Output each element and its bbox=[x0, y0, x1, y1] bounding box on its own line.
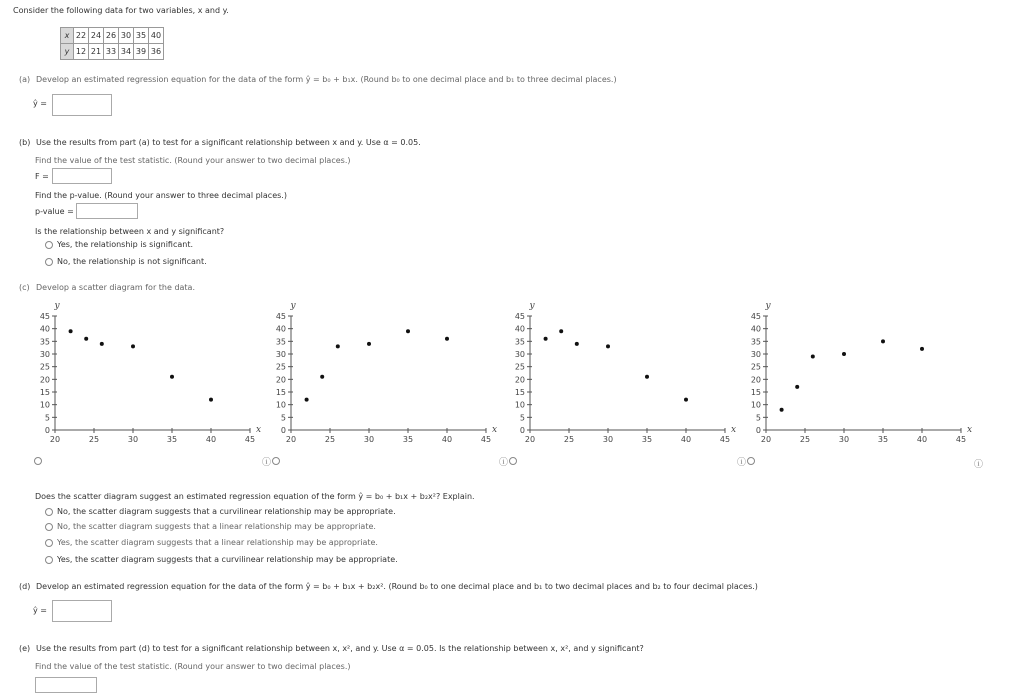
table-cell: 35 bbox=[134, 28, 149, 44]
data-table bbox=[60, 27, 164, 60]
scatter-point bbox=[100, 342, 104, 346]
x-tick-label: 20 bbox=[285, 435, 297, 444]
part-d-prefix: ŷ = bbox=[33, 606, 47, 615]
y-tick-label: 40 bbox=[275, 324, 286, 334]
radio-chart-1[interactable] bbox=[34, 457, 42, 465]
y-tick-label: 15 bbox=[750, 388, 761, 397]
y-tick-label: 25 bbox=[39, 362, 50, 372]
part-b-p-input[interactable] bbox=[76, 203, 138, 219]
scatter-point bbox=[780, 408, 784, 412]
y-tick-label: 45 bbox=[39, 312, 50, 321]
table-cell: 34 bbox=[119, 44, 134, 60]
part-d-label: (d) bbox=[19, 582, 31, 591]
radio-chart-4[interactable] bbox=[747, 457, 755, 465]
table-cell: 30 bbox=[119, 28, 134, 44]
scatter-point bbox=[684, 398, 688, 402]
x-tick-label: 30 bbox=[363, 435, 375, 444]
info-icon[interactable]: ⓘ bbox=[974, 460, 984, 470]
scatter-point bbox=[367, 342, 371, 346]
x-axis-label: x bbox=[492, 425, 498, 435]
y-tick-label: 20 bbox=[514, 375, 525, 385]
y-tick-label: 5 bbox=[44, 413, 50, 423]
y-tick-label: 15 bbox=[39, 388, 50, 397]
x-tick-label: 45 bbox=[955, 435, 967, 444]
scatter-point bbox=[795, 385, 799, 389]
scatter-chart-2 bbox=[266, 298, 496, 458]
part-d-answer-input[interactable] bbox=[52, 600, 112, 622]
scatter-point bbox=[920, 347, 924, 351]
y-tick-label: 15 bbox=[275, 388, 286, 397]
info-icon[interactable]: ⓘ bbox=[499, 458, 509, 468]
part-c-question: Does the scatter diagram suggest an estimated regression equation of the form ŷ = b₀ + b₁x + b₂x²? Explain. bbox=[35, 492, 475, 501]
y-tick-label: 30 bbox=[275, 350, 286, 359]
part-e-text: Use the results from part (d) to test for a significant relationship between x, x², and y. Use α = 0.05. Is the relationship between x, x², and y significant? bbox=[36, 644, 644, 653]
y-tick-label: 35 bbox=[275, 337, 286, 347]
part-b-sig-question: Is the relationship between x and y significant? bbox=[35, 227, 225, 236]
y-tick-label: 45 bbox=[750, 312, 761, 321]
y-axis-label: y bbox=[54, 301, 60, 311]
y-tick-label: 30 bbox=[39, 350, 50, 359]
x-tick-label: 35 bbox=[641, 435, 653, 444]
scatter-point bbox=[881, 339, 885, 343]
y-tick-label: 0 bbox=[280, 426, 286, 435]
x-tick-label: 30 bbox=[838, 435, 850, 444]
scatter-point bbox=[320, 375, 324, 379]
y-tick-label: 40 bbox=[514, 324, 525, 334]
y-tick-label: 35 bbox=[39, 337, 50, 347]
y-tick-label: 0 bbox=[519, 426, 525, 435]
radio-c-opt-1[interactable] bbox=[45, 508, 53, 516]
table-cell: 22 bbox=[74, 28, 89, 44]
y-axis-label: y bbox=[765, 301, 771, 311]
radio-b-no[interactable] bbox=[45, 258, 53, 266]
x-axis-label: x bbox=[967, 425, 973, 435]
y-tick-label: 20 bbox=[275, 375, 286, 385]
scatter-point bbox=[445, 337, 449, 341]
table-cell: 12 bbox=[74, 44, 89, 60]
y-tick-label: 40 bbox=[750, 324, 761, 334]
x-tick-label: 30 bbox=[127, 435, 139, 444]
y-tick-label: 45 bbox=[275, 312, 286, 321]
radio-b-yes-label: Yes, the relationship is significant. bbox=[57, 240, 194, 249]
part-c-text: Develop a scatter diagram for the data. bbox=[36, 283, 196, 292]
part-a-text: Develop an estimated regression equation for the data of the form ŷ = b₀ + b₁x. (Round b₀ to one decimal place and b₁ to three decimal places.) bbox=[36, 75, 617, 84]
y-tick-label: 30 bbox=[514, 350, 525, 359]
radio-chart-2[interactable] bbox=[272, 457, 280, 465]
x-tick-label: 35 bbox=[877, 435, 889, 444]
x-tick-label: 20 bbox=[524, 435, 536, 444]
x-tick-label: 25 bbox=[324, 435, 336, 444]
scatter-chart-4 bbox=[741, 298, 971, 458]
scatter-point bbox=[305, 398, 309, 402]
x-tick-label: 25 bbox=[799, 435, 811, 444]
y-tick-label: 25 bbox=[275, 362, 286, 372]
scatter-point bbox=[645, 375, 649, 379]
scatter-chart-1 bbox=[30, 298, 260, 458]
y-tick-label: 20 bbox=[750, 375, 761, 385]
scatter-point bbox=[69, 329, 73, 333]
info-icon[interactable]: ⓘ bbox=[737, 458, 747, 468]
info-icon[interactable]: ⓘ bbox=[262, 458, 272, 468]
y-tick-label: 10 bbox=[275, 400, 286, 410]
y-tick-label: 10 bbox=[750, 400, 761, 410]
part-e-stat-input[interactable] bbox=[35, 677, 97, 693]
scatter-point bbox=[559, 329, 563, 333]
y-axis-label: y bbox=[290, 301, 296, 311]
table-cell: 36 bbox=[149, 44, 164, 60]
radio-chart-3[interactable] bbox=[509, 457, 517, 465]
x-tick-label: 25 bbox=[88, 435, 100, 444]
part-a-prefix: ŷ = bbox=[33, 99, 47, 108]
scatter-point bbox=[170, 375, 174, 379]
scatter-point bbox=[842, 352, 846, 356]
y-header: y bbox=[61, 44, 74, 60]
scatter-point bbox=[544, 337, 548, 341]
radio-c-opt-1-label: No, the scatter diagram suggests that a curvilinear relationship may be appropriate. bbox=[57, 507, 396, 516]
x-tick-label: 20 bbox=[49, 435, 61, 444]
x-tick-label: 30 bbox=[602, 435, 614, 444]
x-tick-label: 40 bbox=[916, 435, 928, 444]
scatter-point bbox=[209, 398, 213, 402]
y-tick-label: 30 bbox=[750, 350, 761, 359]
radio-c-opt-4[interactable] bbox=[45, 556, 53, 564]
y-tick-label: 40 bbox=[39, 324, 50, 334]
x-axis-label: x bbox=[731, 425, 737, 435]
y-tick-label: 20 bbox=[39, 375, 50, 385]
y-tick-label: 15 bbox=[514, 388, 525, 397]
radio-c-opt-2-label: No, the scatter diagram suggests that a linear relationship may be appropriate. bbox=[57, 522, 376, 531]
radio-c-opt-4-label: Yes, the scatter diagram suggests that a curvilinear relationship may be appropriate. bbox=[57, 555, 398, 564]
table-cell: 33 bbox=[104, 44, 119, 60]
y-tick-label: 45 bbox=[514, 312, 525, 321]
y-tick-label: 35 bbox=[514, 337, 525, 347]
scatter-point bbox=[84, 337, 88, 341]
radio-c-opt-2[interactable] bbox=[45, 523, 53, 531]
x-tick-label: 40 bbox=[205, 435, 217, 444]
table-cell: 39 bbox=[134, 44, 149, 60]
scatter-point bbox=[406, 329, 410, 333]
part-b-stat-input[interactable] bbox=[52, 168, 112, 184]
part-b-p-prompt: Find the p-value. (Round your answer to three decimal places.) bbox=[35, 191, 287, 200]
x-header: x bbox=[61, 28, 74, 44]
x-tick-label: 25 bbox=[563, 435, 575, 444]
table-row-y bbox=[61, 44, 164, 60]
x-tick-label: 45 bbox=[480, 435, 492, 444]
y-tick-label: 10 bbox=[39, 400, 50, 410]
part-b-label: (b) bbox=[19, 138, 31, 147]
x-tick-label: 45 bbox=[719, 435, 731, 444]
table-cell: 40 bbox=[149, 28, 164, 44]
x-tick-label: 40 bbox=[441, 435, 453, 444]
scatter-chart-3 bbox=[505, 298, 735, 458]
radio-b-yes[interactable] bbox=[45, 241, 53, 249]
part-c-label: (c) bbox=[19, 283, 30, 292]
x-tick-label: 45 bbox=[244, 435, 256, 444]
part-a-answer-input[interactable] bbox=[52, 94, 112, 116]
part-a-label: (a) bbox=[19, 75, 31, 84]
x-tick-label: 35 bbox=[166, 435, 178, 444]
scatter-point bbox=[131, 344, 135, 348]
part-d-text: Develop an estimated regression equation for the data of the form ŷ = b₀ + b₁x + b₂x². (Round b₀ to one decimal place and b₁ to two decimal places and b₂ to four decimal places.) bbox=[36, 582, 758, 591]
radio-c-opt-3-label: Yes, the scatter diagram suggests that a linear relationship may be appropriate. bbox=[57, 538, 378, 547]
x-tick-label: 40 bbox=[680, 435, 692, 444]
y-tick-label: 5 bbox=[755, 413, 761, 423]
y-tick-label: 10 bbox=[514, 400, 525, 410]
scatter-point bbox=[606, 344, 610, 348]
x-axis-label: x bbox=[256, 425, 262, 435]
table-cell: 26 bbox=[104, 28, 119, 44]
y-tick-label: 5 bbox=[280, 413, 286, 423]
radio-b-no-label: No, the relationship is not significant. bbox=[57, 257, 207, 266]
y-tick-label: 25 bbox=[514, 362, 525, 372]
scatter-point bbox=[811, 355, 815, 359]
part-e-stat-prompt: Find the value of the test statistic. (Round your answer to two decimal places.) bbox=[35, 662, 351, 671]
part-b-text: Use the results from part (a) to test for a significant relationship between x and y. Use α = 0.05. bbox=[36, 138, 421, 147]
y-tick-label: 0 bbox=[755, 426, 761, 435]
y-tick-label: 5 bbox=[519, 413, 525, 423]
x-tick-label: 20 bbox=[760, 435, 772, 444]
part-e-label: (e) bbox=[19, 644, 31, 653]
y-tick-label: 0 bbox=[44, 426, 50, 435]
x-tick-label: 35 bbox=[402, 435, 414, 444]
part-b-stat-prefix: F = bbox=[35, 172, 49, 181]
table-row-x bbox=[61, 28, 164, 44]
part-b-p-prefix: p-value = bbox=[35, 207, 74, 216]
table-cell: 21 bbox=[89, 44, 104, 60]
radio-c-opt-3[interactable] bbox=[45, 539, 53, 547]
y-tick-label: 35 bbox=[750, 337, 761, 347]
y-tick-label: 25 bbox=[750, 362, 761, 372]
y-axis-label: y bbox=[529, 301, 535, 311]
scatter-point bbox=[336, 344, 340, 348]
table-cell: 24 bbox=[89, 28, 104, 44]
part-b-stat-prompt: Find the value of the test statistic. (Round your answer to two decimal places.) bbox=[35, 156, 351, 165]
intro-text: Consider the following data for two variables, x and y. bbox=[13, 6, 229, 15]
scatter-point bbox=[575, 342, 579, 346]
